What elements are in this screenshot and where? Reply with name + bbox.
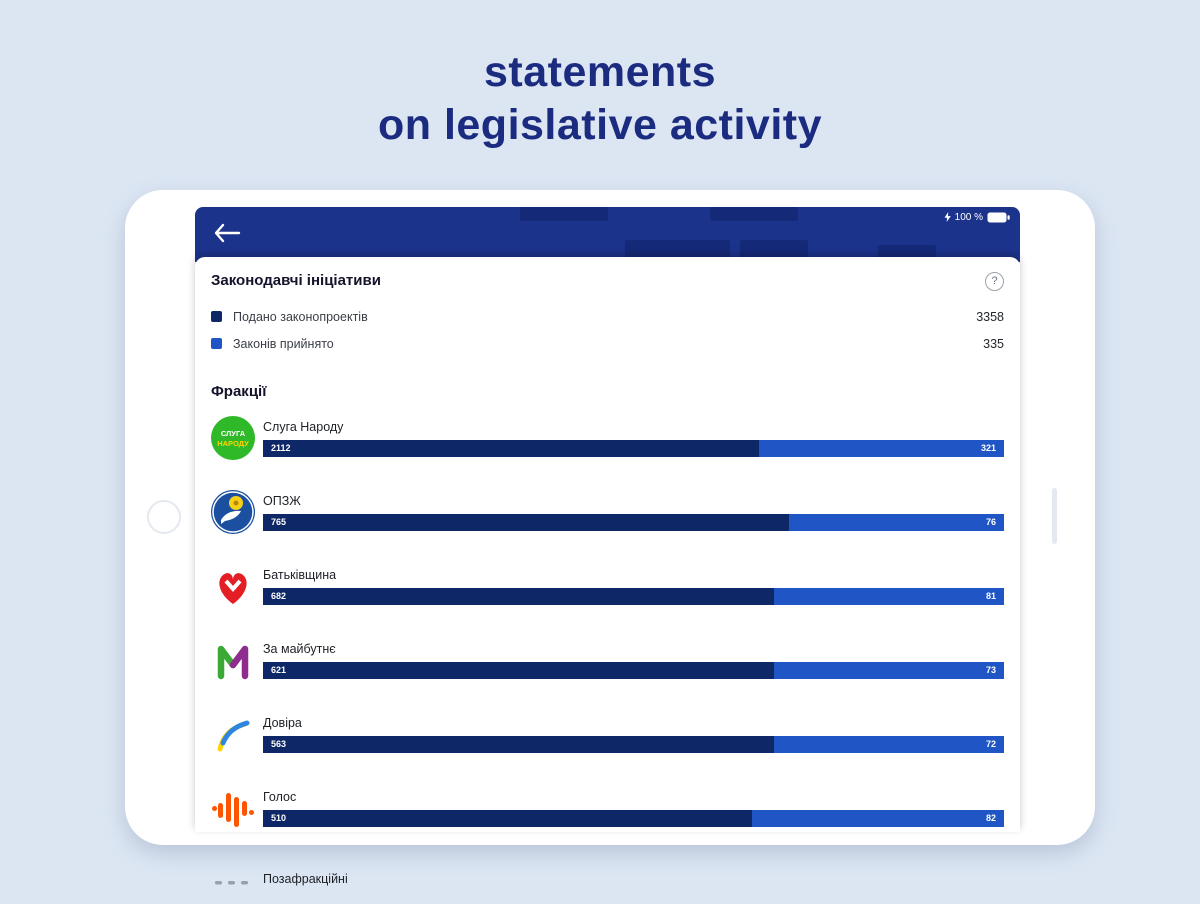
page-title-line2: on legislative activity	[377, 101, 823, 149]
battery-percent-label: 100 %	[954, 211, 983, 223]
submitted-value: 765	[271, 517, 287, 527]
legend-label: Подано законопроектів	[233, 309, 368, 324]
legend-label: Законів прийнято	[233, 336, 334, 351]
fraction-bar	[263, 588, 1004, 605]
fraction-bar	[263, 440, 1004, 457]
fractions-list	[211, 416, 1004, 904]
svg-text:СЛУГА: СЛУГА	[220, 429, 246, 438]
help-button[interactable]	[985, 272, 1004, 291]
fraction-row[interactable]	[211, 416, 1004, 460]
fraction-bar	[263, 514, 1004, 531]
submitted-value: 563	[271, 739, 287, 749]
fraction-bar	[263, 810, 1004, 827]
fraction-row[interactable]	[211, 638, 1004, 682]
adopted-value: 72	[985, 739, 996, 749]
tablet-mockup	[125, 190, 1095, 886]
adopted-value: 82	[985, 813, 996, 823]
fraction-row[interactable]	[211, 860, 1004, 904]
submitted-value: 510	[271, 813, 287, 823]
submitted-value: 621	[271, 665, 287, 675]
app-screen	[195, 207, 1020, 886]
legend	[211, 303, 1004, 357]
submitted-bar-segment	[263, 514, 789, 531]
fraction-logo	[211, 786, 255, 830]
adopted-bar-segment	[774, 662, 1004, 679]
adopted-value: 76	[985, 517, 996, 527]
charging-bolt-icon	[944, 212, 951, 222]
fraction-logo	[211, 490, 255, 534]
adopted-bar-segment	[774, 736, 1004, 753]
submitted-bar-segment	[263, 662, 774, 679]
adopted-value: 73	[985, 665, 996, 675]
header-redacted-block	[520, 207, 608, 221]
adopted-bar-segment	[789, 514, 1004, 531]
fraction-name: Довіра	[263, 715, 302, 730]
legend-row	[211, 303, 1004, 330]
fraction-row[interactable]	[211, 786, 1004, 830]
fraction-row[interactable]	[211, 712, 1004, 756]
fraction-name: ОПЗЖ	[263, 493, 301, 508]
submitted-value: 682	[271, 591, 287, 601]
arrow-left-icon	[213, 223, 241, 243]
adopted-bar-segment	[774, 588, 1004, 605]
fraction-name: Позафракційні	[263, 872, 348, 886]
header-redacted-block	[710, 207, 798, 221]
tablet-side-button	[1052, 488, 1057, 544]
card-title: Законодавчі ініціативи	[211, 272, 381, 289]
submitted-bar-segment	[263, 810, 752, 827]
adopted-value: 321	[980, 443, 996, 453]
fraction-row[interactable]	[211, 564, 1004, 608]
fraction-logo	[211, 860, 255, 904]
legislative-initiatives-card	[195, 257, 1020, 886]
legend-swatch	[211, 338, 222, 349]
legend-swatch	[211, 311, 222, 322]
fraction-row[interactable]	[211, 490, 1004, 534]
fraction-name: Батьківщина	[263, 567, 337, 582]
fraction-name: За майбутнє	[263, 641, 336, 656]
tablet-camera	[147, 500, 181, 534]
legend-row	[211, 330, 1004, 357]
app-header	[195, 207, 1020, 262]
submitted-bar-segment	[263, 440, 759, 457]
fraction-logo	[211, 564, 255, 608]
fraction-logo	[211, 638, 255, 682]
fractions-section-title: Фракції	[211, 383, 267, 400]
fraction-bar	[263, 662, 1004, 679]
fraction-logo	[211, 712, 255, 756]
fraction-bar	[263, 736, 1004, 753]
question-mark-icon: ?	[991, 275, 998, 287]
legend-value: 3358	[976, 309, 1004, 324]
back-button[interactable]	[213, 223, 243, 243]
submitted-value: 2112	[271, 443, 291, 453]
fraction-logo	[211, 416, 255, 460]
legend-value: 335	[983, 336, 1004, 351]
svg-text:НАРОДУ: НАРОДУ	[217, 439, 249, 448]
fraction-name: Голос	[263, 789, 297, 804]
submitted-bar-segment	[263, 736, 774, 753]
submitted-bar-segment	[263, 588, 774, 605]
page-title	[0, 46, 1200, 152]
battery-icon	[987, 212, 1010, 223]
status-bar	[944, 211, 1010, 223]
page-title-line1: statements	[483, 48, 717, 96]
adopted-bar-segment	[759, 440, 1004, 457]
adopted-bar-segment	[752, 810, 1004, 827]
fraction-name: Слуга Народу	[263, 419, 344, 434]
adopted-value: 81	[985, 591, 996, 601]
